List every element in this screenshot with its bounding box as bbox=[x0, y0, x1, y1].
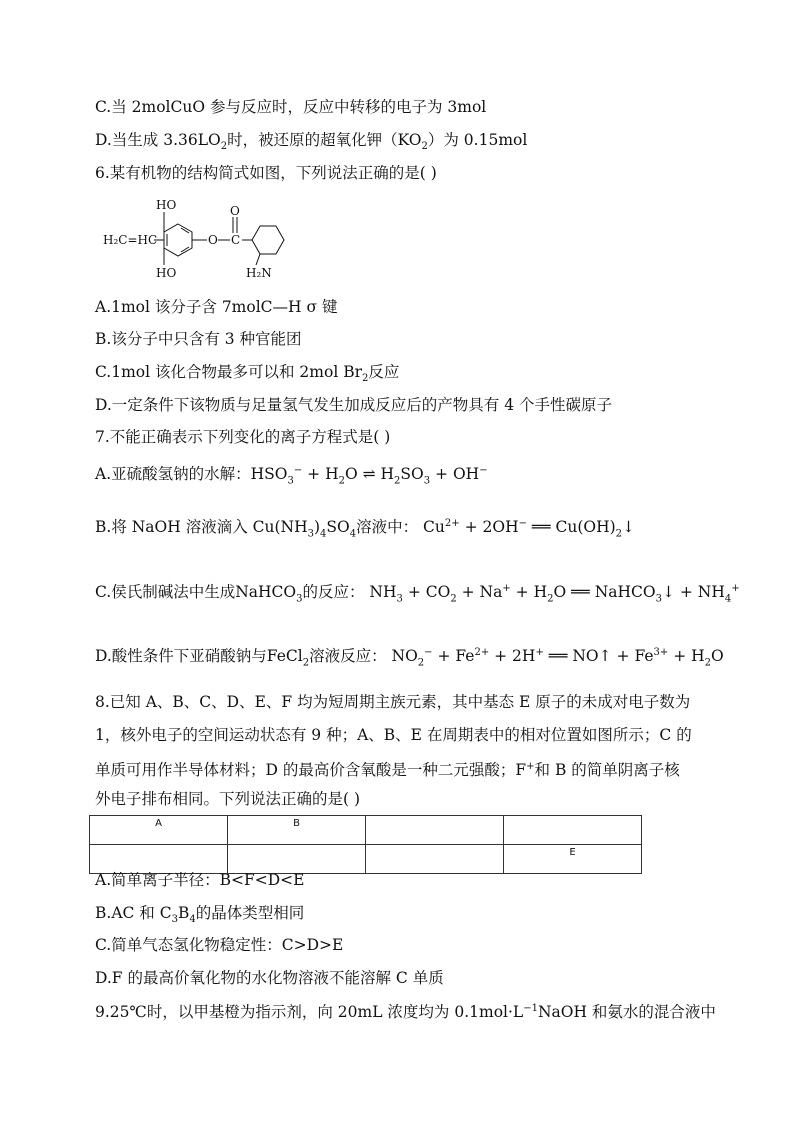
option-8d: D.F 的最高价氧化物的水化物溶液不能溶解 C 单质 bbox=[95, 969, 444, 987]
carbonyl-carbon-label: C bbox=[231, 233, 241, 247]
hydroxyl-label-bottom: HO bbox=[156, 266, 177, 280]
question-8-line2: 1，核外电子的空间运动状态有 9 种；A、B、E 在周期表中的相对位置如图所示；C 的 bbox=[95, 726, 692, 744]
option-7d: D.酸性条件下亚硝酸钠与FeCl$_2$溶液反应： $NO_2^- + Fe^{2+} + 2H^+$ ══ NO↑ + $Fe^{3+} + H_2O$ bbox=[95, 647, 724, 669]
carbonyl-oxygen-label: O bbox=[230, 204, 240, 218]
option-8c: C.简单气态氢化物稳定性：C>D>E bbox=[95, 936, 344, 954]
option-5c: C.当 2molCuO 参与反应时，反应中转移的电子为 3mol bbox=[95, 98, 487, 116]
amine-label: H₂N bbox=[246, 266, 272, 280]
option-7a: A.亚硫酸氢钠的水解：$HSO_3^- + H_2O$ ⇌ $H_2SO_3 + OH^-$ bbox=[95, 465, 488, 487]
hydroxyl-label-top: HO bbox=[156, 198, 177, 212]
option-7c: C.侯氏制碱法中生成NaHCO$_3$的反应： $NH_3 + CO_2 + Na^+ + H_2O$ ══ NaHCO$_3$↓ + $NH_4^+$ bbox=[95, 583, 740, 605]
table-cell bbox=[504, 816, 642, 845]
structure-diagram bbox=[100, 195, 330, 285]
table-cell bbox=[366, 845, 504, 874]
question-9: 9.25℃时，以甲基橙为指示剂，向 20mL 浓度均为 $0.1mol\cdot L^{-1}NaOH$ 和氨水的混合液中 bbox=[95, 1003, 716, 1022]
question-8-line3: 单质可用作半导体材料；D 的最高价含氧酸是一种二元强酸；F+和 B 的简单阴离子核 bbox=[95, 761, 680, 780]
periodic-position-table bbox=[89, 815, 642, 874]
ester-oxygen-label: O bbox=[208, 233, 218, 247]
table-cell bbox=[366, 816, 504, 845]
option-8b: B.AC 和 $C_3B_4$的晶体类型相同 bbox=[95, 904, 305, 926]
option-6c: C.1mol 该化合物最多可以和 2mol $Br_2$反应 bbox=[95, 363, 400, 385]
vinyl-label: H₂C=HC bbox=[103, 233, 158, 247]
option-8a: A.简单离子半径：B<F<D<E bbox=[95, 871, 305, 889]
option-6d: D.一定条件下该物质与足量氢气发生加成反应后的产物具有 4 个手性碳原子 bbox=[95, 396, 613, 414]
option-6b: B.该分子中只含有 3 种官能团 bbox=[95, 330, 302, 348]
question-8-line4: 外电子排布相同。下列说法正确的是( ) bbox=[95, 790, 361, 808]
table-row bbox=[90, 816, 642, 845]
question-8-line1: 8.已知 A、B、C、D、E、F 均为短周期主族元素，其中基态 E 原子的未成对电子数为 bbox=[95, 693, 691, 711]
option-6a: A.1mol 该分子含 7molC—H σ 键 bbox=[95, 298, 338, 316]
question-7: 7.不能正确表示下列变化的离子方程式是( ) bbox=[95, 428, 391, 446]
option-5d: D.当生成 $3.36LO_2$时，被还原的超氧化钾$(KO_2)$为 0.15mol bbox=[95, 131, 528, 153]
table-cell: A bbox=[90, 816, 228, 845]
table-cell: B bbox=[228, 816, 366, 845]
option-7b: B.将 NaOH 溶液滴入 $Cu(NH_3)_4SO_4$溶液中： $Cu^{2+} + 2OH^-$ ══ $Cu(OH)_2↓$ bbox=[95, 518, 636, 540]
question-6: 6.某有机物的结构简式如图，下列说法正确的是( ) bbox=[95, 164, 437, 182]
table-cell: E bbox=[504, 845, 642, 874]
